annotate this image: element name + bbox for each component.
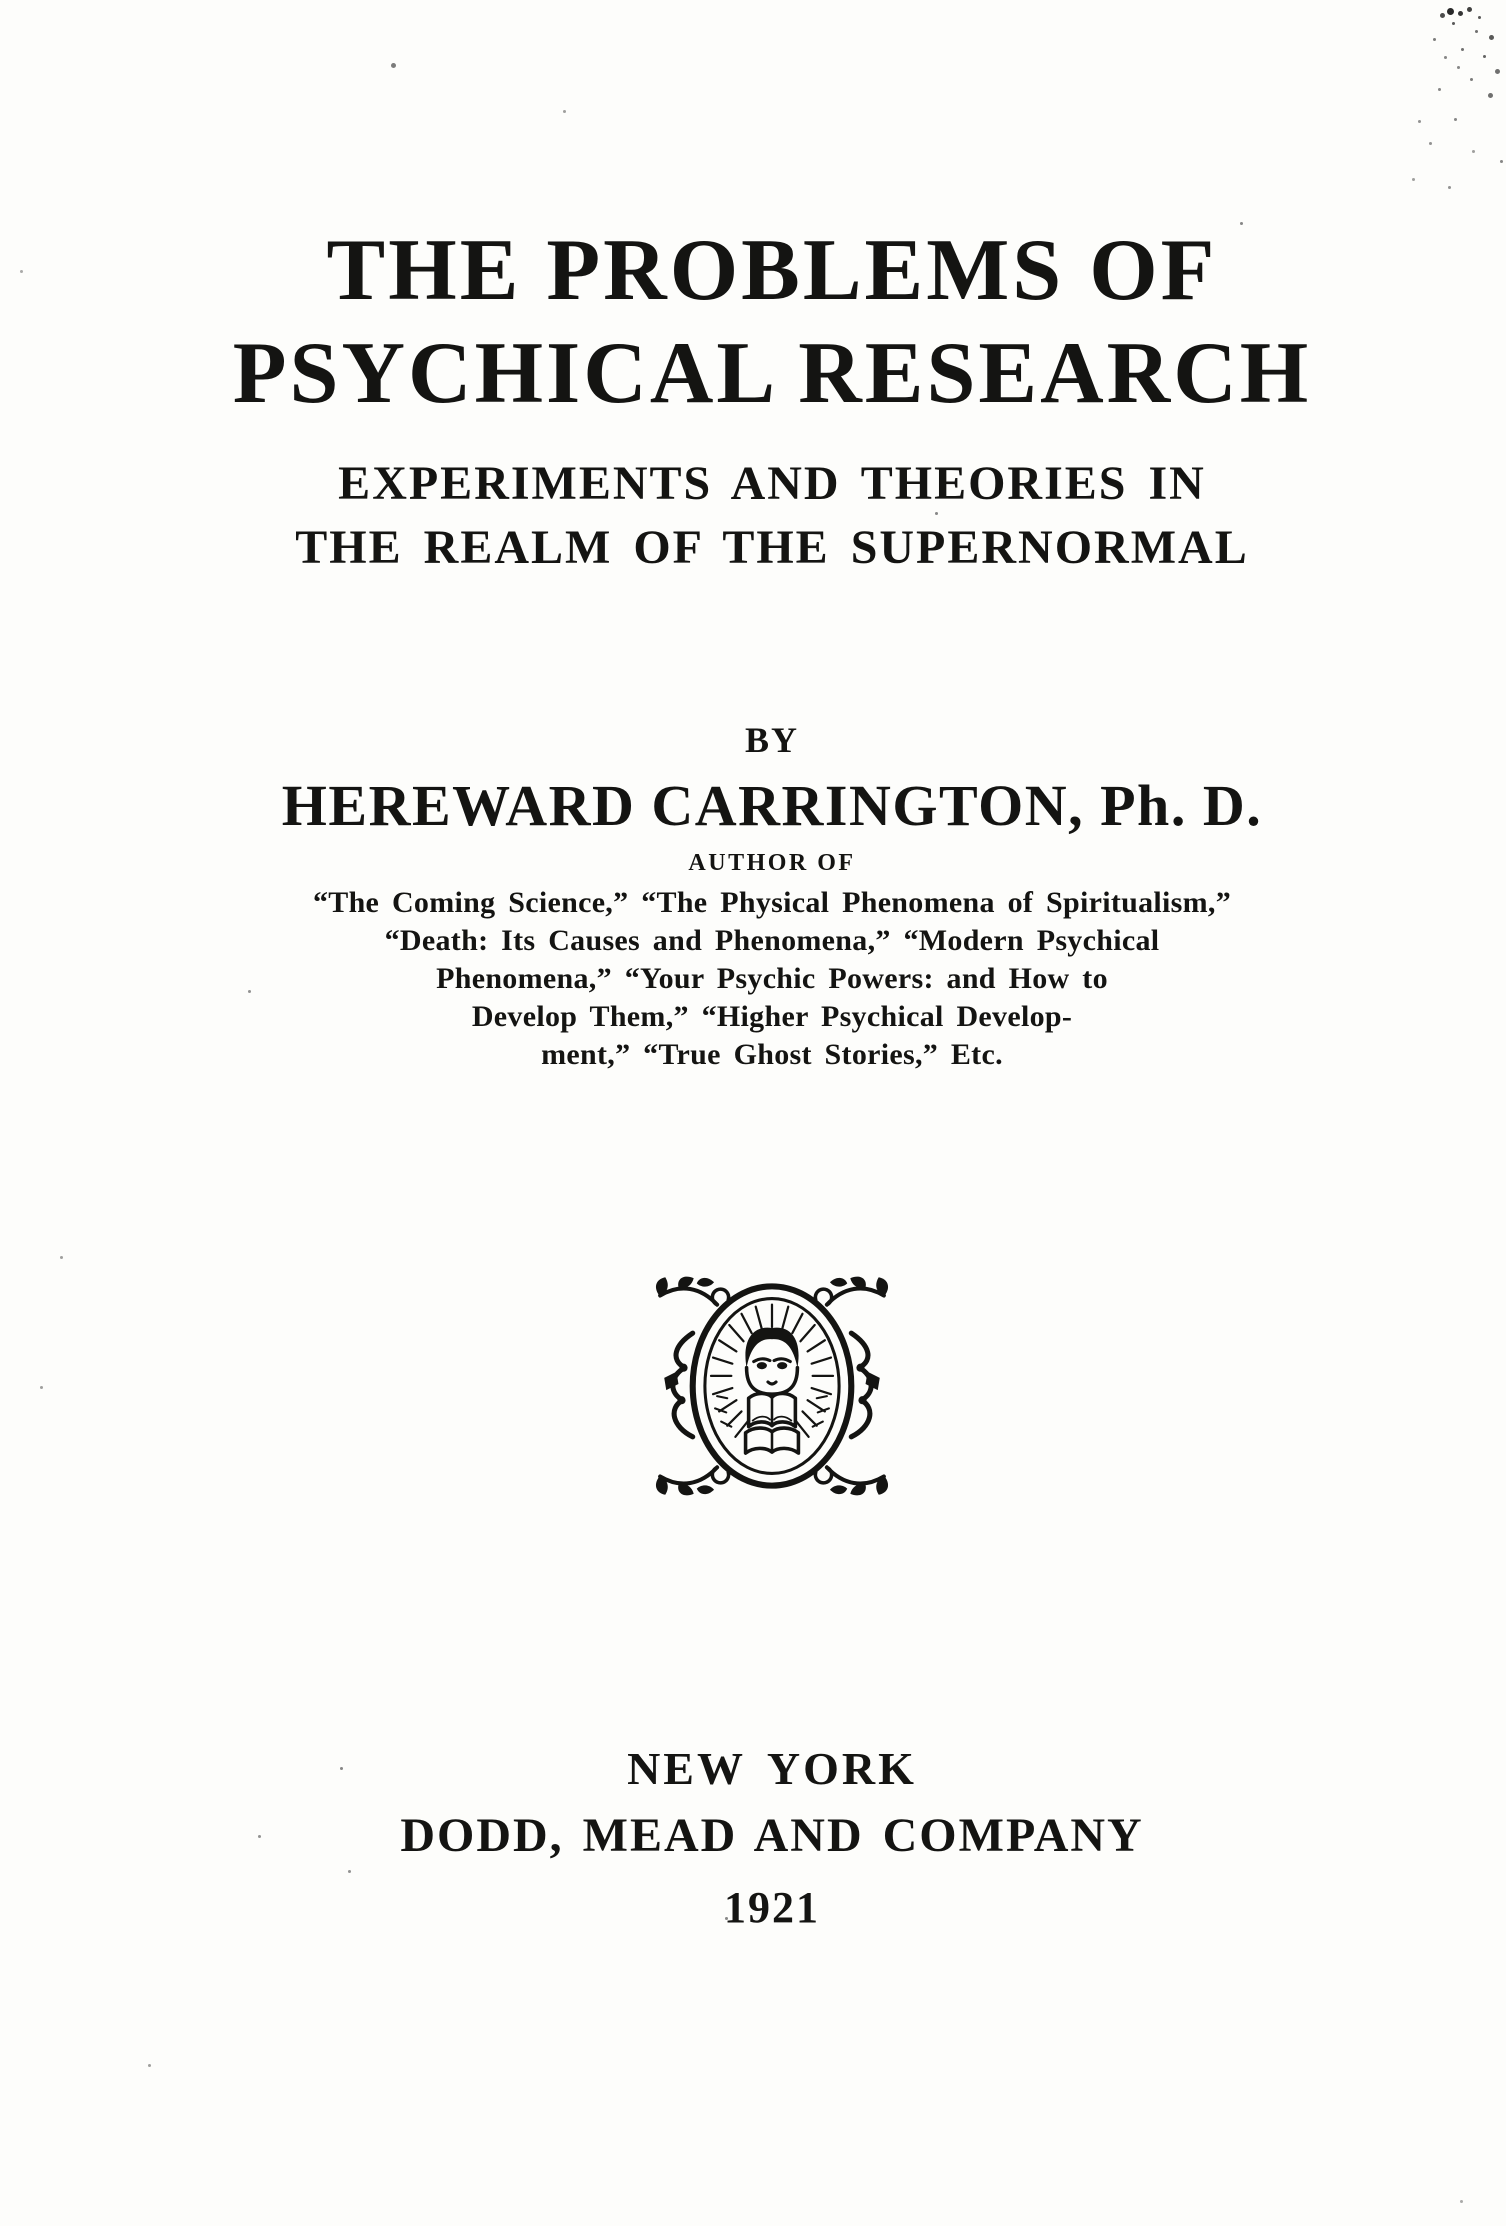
- works-line: “The Coming Science,” “The Physical Phenomena of Spiritualism,”: [312, 886, 1232, 919]
- imprint-publisher: DODD, MEAD AND COMPANY: [400, 1809, 1144, 1862]
- open-book-icon: [749, 1393, 796, 1426]
- works-line: Phenomena,” “Your Psychic Powers: and How to: [436, 962, 1108, 995]
- byline-label: BY: [744, 720, 800, 760]
- lower-open-book-icon: [746, 1428, 799, 1453]
- publisher-device-child-reading-book-icon: [650, 1274, 894, 1498]
- subtitle-line-2: THE REALM OF THE SUPERNORMAL: [295, 521, 1249, 574]
- author-name: HEREWARD CARRINGTON, Ph. D.: [281, 773, 1263, 838]
- scan-noise-specks: [0, 0, 3, 3]
- imprint-city: NEW YORK: [627, 1743, 917, 1794]
- subtitle-line-1: EXPERIMENTS AND THEORIES IN: [338, 457, 1206, 510]
- book-subtitle: [295, 452, 1248, 580]
- child-face-icon: [745, 1328, 798, 1394]
- publisher-emblem-svg: [650, 1274, 894, 1498]
- author-works-list: [313, 884, 1231, 1074]
- works-line: Develop Them,” “Higher Psychical Develop-: [471, 1000, 1073, 1033]
- imprint-year: 1921: [724, 1883, 820, 1932]
- author-of-label: AUTHOR OF: [688, 850, 856, 876]
- works-line: “Death: Its Causes and Phenomena,” “Modern Psychical: [384, 924, 1160, 957]
- book-title-line-1: THE PROBLEMS OF: [326, 222, 1218, 319]
- works-line: ment,” “True Ghost Stories,” Etc.: [541, 1038, 1003, 1071]
- book-title-line-2: PSYCHICAL RESEARCH: [232, 325, 1312, 422]
